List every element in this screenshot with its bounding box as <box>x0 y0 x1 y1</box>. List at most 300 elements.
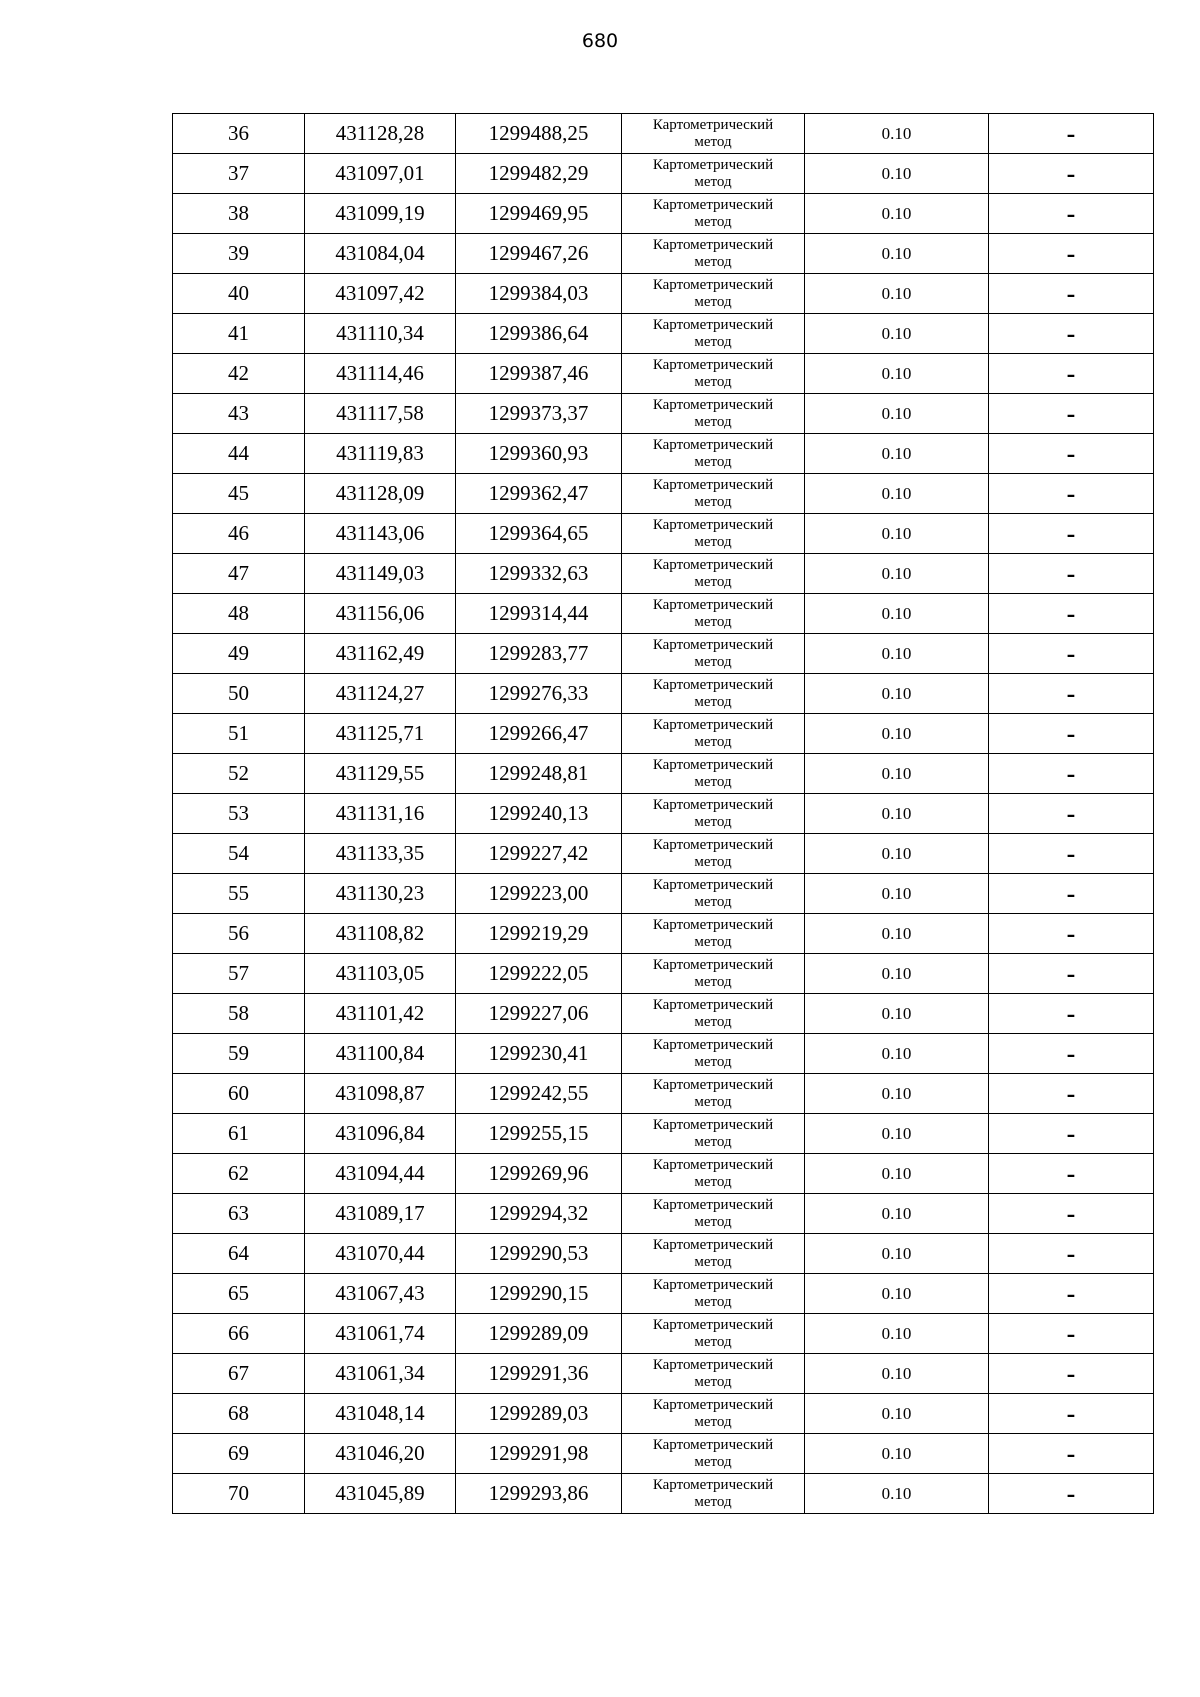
x-coordinate-cell: 431162,49 <box>305 634 456 674</box>
method-line-2: метод <box>694 653 732 670</box>
method-cell <box>622 154 805 194</box>
accuracy-cell: 0.10 <box>805 594 989 634</box>
table-row <box>173 1274 1154 1314</box>
method-line-2: метод <box>694 973 732 990</box>
table-row <box>173 1234 1154 1274</box>
description-cell: - <box>989 474 1154 514</box>
method-line-1: Картометрический <box>652 436 774 453</box>
method-line-1: Картометрический <box>652 1356 774 1373</box>
accuracy-cell: 0.10 <box>805 954 989 994</box>
accuracy-cell: 0.10 <box>805 1474 989 1514</box>
y-coordinate-cell: 1299283,77 <box>456 634 622 674</box>
method-cell <box>622 594 805 634</box>
x-coordinate-cell: 431119,83 <box>305 434 456 474</box>
point-number-cell: 62 <box>173 1154 305 1194</box>
method-line-1: Картометрический <box>652 116 774 133</box>
accuracy-cell: 0.10 <box>805 754 989 794</box>
description-cell: - <box>989 1394 1154 1434</box>
method-line-2: метод <box>694 413 732 430</box>
method-line-2: метод <box>694 373 732 390</box>
accuracy-cell: 0.10 <box>805 994 989 1034</box>
description-cell: - <box>989 1314 1154 1354</box>
accuracy-cell: 0.10 <box>805 314 989 354</box>
method-line-2: метод <box>694 613 732 630</box>
table-row <box>173 114 1154 154</box>
x-coordinate-cell: 431084,04 <box>305 234 456 274</box>
accuracy-cell: 0.10 <box>805 874 989 914</box>
x-coordinate-cell: 431124,27 <box>305 674 456 714</box>
y-coordinate-cell: 1299387,46 <box>456 354 622 394</box>
method-line-2: метод <box>694 1093 732 1110</box>
point-number-cell: 38 <box>173 194 305 234</box>
point-number-cell: 64 <box>173 1234 305 1274</box>
table-row <box>173 194 1154 234</box>
accuracy-cell: 0.10 <box>805 194 989 234</box>
y-coordinate-cell: 1299289,09 <box>456 1314 622 1354</box>
x-coordinate-cell: 431099,19 <box>305 194 456 234</box>
method-line-1: Картометрический <box>652 716 774 733</box>
y-coordinate-cell: 1299255,15 <box>456 1114 622 1154</box>
accuracy-cell: 0.10 <box>805 634 989 674</box>
point-number-cell: 63 <box>173 1194 305 1234</box>
method-cell <box>622 394 805 434</box>
method-cell <box>622 1434 805 1474</box>
accuracy-cell: 0.10 <box>805 394 989 434</box>
accuracy-cell: 0.10 <box>805 1434 989 1474</box>
point-number-cell: 60 <box>173 1074 305 1114</box>
y-coordinate-cell: 1299291,98 <box>456 1434 622 1474</box>
description-cell: - <box>989 994 1154 1034</box>
table-row <box>173 314 1154 354</box>
x-coordinate-cell: 431110,34 <box>305 314 456 354</box>
coordinates-table <box>172 113 1154 1514</box>
table-row <box>173 1074 1154 1114</box>
description-cell: - <box>989 1234 1154 1274</box>
method-cell <box>622 714 805 754</box>
description-cell: - <box>989 434 1154 474</box>
point-number-cell: 36 <box>173 114 305 154</box>
method-cell <box>622 1394 805 1434</box>
description-cell: - <box>989 874 1154 914</box>
x-coordinate-cell: 431061,34 <box>305 1354 456 1394</box>
method-line-1: Картометрический <box>652 596 774 613</box>
accuracy-cell: 0.10 <box>805 114 989 154</box>
x-coordinate-cell: 431048,14 <box>305 1394 456 1434</box>
x-coordinate-cell: 431103,05 <box>305 954 456 994</box>
table-row <box>173 714 1154 754</box>
point-number-cell: 50 <box>173 674 305 714</box>
description-cell: - <box>989 674 1154 714</box>
method-line-2: метод <box>694 1133 732 1150</box>
method-line-2: метод <box>694 933 732 950</box>
x-coordinate-cell: 431156,06 <box>305 594 456 634</box>
method-line-2: метод <box>694 893 732 910</box>
y-coordinate-cell: 1299290,15 <box>456 1274 622 1314</box>
point-number-cell: 43 <box>173 394 305 434</box>
accuracy-cell: 0.10 <box>805 1394 989 1434</box>
method-line-2: метод <box>694 693 732 710</box>
x-coordinate-cell: 431097,01 <box>305 154 456 194</box>
method-line-2: метод <box>694 1053 732 1070</box>
accuracy-cell: 0.10 <box>805 1074 989 1114</box>
x-coordinate-cell: 431089,17 <box>305 1194 456 1234</box>
method-line-2: метод <box>694 1293 732 1310</box>
method-line-2: метод <box>694 533 732 550</box>
x-coordinate-cell: 431098,87 <box>305 1074 456 1114</box>
y-coordinate-cell: 1299360,93 <box>456 434 622 474</box>
y-coordinate-cell: 1299467,26 <box>456 234 622 274</box>
point-number-cell: 49 <box>173 634 305 674</box>
accuracy-cell: 0.10 <box>805 274 989 314</box>
description-cell: - <box>989 1194 1154 1234</box>
accuracy-cell: 0.10 <box>805 434 989 474</box>
method-cell <box>622 354 805 394</box>
method-cell <box>622 834 805 874</box>
x-coordinate-cell: 431129,55 <box>305 754 456 794</box>
x-coordinate-cell: 431149,03 <box>305 554 456 594</box>
table-row <box>173 914 1154 954</box>
y-coordinate-cell: 1299373,37 <box>456 394 622 434</box>
point-number-cell: 70 <box>173 1474 305 1514</box>
description-cell: - <box>989 714 1154 754</box>
method-line-2: метод <box>694 1013 732 1030</box>
accuracy-cell: 0.10 <box>805 1154 989 1194</box>
y-coordinate-cell: 1299332,63 <box>456 554 622 594</box>
method-line-2: метод <box>694 813 732 830</box>
method-line-1: Картометрический <box>652 476 774 493</box>
y-coordinate-cell: 1299269,96 <box>456 1154 622 1194</box>
accuracy-cell: 0.10 <box>805 1114 989 1154</box>
method-line-1: Картометрический <box>652 236 774 253</box>
method-cell <box>622 1074 805 1114</box>
table-row <box>173 874 1154 914</box>
description-cell: - <box>989 834 1154 874</box>
method-cell <box>622 994 805 1034</box>
method-line-2: метод <box>694 133 732 150</box>
description-cell: - <box>989 1434 1154 1474</box>
description-cell: - <box>989 1474 1154 1514</box>
y-coordinate-cell: 1299384,03 <box>456 274 622 314</box>
point-number-cell: 42 <box>173 354 305 394</box>
y-coordinate-cell: 1299294,32 <box>456 1194 622 1234</box>
method-cell <box>622 634 805 674</box>
point-number-cell: 37 <box>173 154 305 194</box>
method-line-2: метод <box>694 1453 732 1470</box>
point-number-cell: 52 <box>173 754 305 794</box>
description-cell: - <box>989 514 1154 554</box>
method-line-2: метод <box>694 573 732 590</box>
point-number-cell: 58 <box>173 994 305 1034</box>
method-cell <box>622 1474 805 1514</box>
point-number-cell: 40 <box>173 274 305 314</box>
accuracy-cell: 0.10 <box>805 714 989 754</box>
y-coordinate-cell: 1299227,06 <box>456 994 622 1034</box>
y-coordinate-cell: 1299290,53 <box>456 1234 622 1274</box>
point-number-cell: 69 <box>173 1434 305 1474</box>
method-cell <box>622 114 805 154</box>
point-number-cell: 45 <box>173 474 305 514</box>
accuracy-cell: 0.10 <box>805 674 989 714</box>
y-coordinate-cell: 1299266,47 <box>456 714 622 754</box>
method-cell <box>622 434 805 474</box>
description-cell: - <box>989 274 1154 314</box>
method-cell <box>622 1194 805 1234</box>
method-line-1: Картометрический <box>652 876 774 893</box>
accuracy-cell: 0.10 <box>805 914 989 954</box>
accuracy-cell: 0.10 <box>805 354 989 394</box>
method-line-2: метод <box>694 1493 732 1510</box>
method-line-1: Картометрический <box>652 1036 774 1053</box>
table-row <box>173 954 1154 994</box>
description-cell: - <box>989 1274 1154 1314</box>
point-number-cell: 48 <box>173 594 305 634</box>
y-coordinate-cell: 1299291,36 <box>456 1354 622 1394</box>
table-row <box>173 1434 1154 1474</box>
method-cell <box>622 1314 805 1354</box>
point-number-cell: 61 <box>173 1114 305 1154</box>
x-coordinate-cell: 431067,43 <box>305 1274 456 1314</box>
method-line-1: Картометрический <box>652 356 774 373</box>
table-row <box>173 1394 1154 1434</box>
table-row <box>173 394 1154 434</box>
method-line-2: метод <box>694 333 732 350</box>
y-coordinate-cell: 1299482,29 <box>456 154 622 194</box>
description-cell: - <box>989 1114 1154 1154</box>
description-cell: - <box>989 554 1154 594</box>
table-row <box>173 1154 1154 1194</box>
method-line-1: Картометрический <box>652 996 774 1013</box>
x-coordinate-cell: 431114,46 <box>305 354 456 394</box>
method-line-1: Картометрический <box>652 1436 774 1453</box>
method-line-1: Картометрический <box>652 636 774 653</box>
table-row <box>173 234 1154 274</box>
method-cell <box>622 1154 805 1194</box>
y-coordinate-cell: 1299469,95 <box>456 194 622 234</box>
x-coordinate-cell: 431046,20 <box>305 1434 456 1474</box>
y-coordinate-cell: 1299276,33 <box>456 674 622 714</box>
description-cell: - <box>989 1034 1154 1074</box>
coordinates-table-body <box>173 114 1154 1514</box>
accuracy-cell: 0.10 <box>805 1034 989 1074</box>
method-line-2: метод <box>694 1413 732 1430</box>
method-line-1: Картометрический <box>652 396 774 413</box>
method-line-1: Картометрический <box>652 836 774 853</box>
method-line-1: Картометрический <box>652 756 774 773</box>
method-line-2: метод <box>694 173 732 190</box>
table-row <box>173 1314 1154 1354</box>
x-coordinate-cell: 431100,84 <box>305 1034 456 1074</box>
x-coordinate-cell: 431045,89 <box>305 1474 456 1514</box>
table-row <box>173 754 1154 794</box>
point-number-cell: 65 <box>173 1274 305 1314</box>
method-line-1: Картометрический <box>652 1316 774 1333</box>
method-line-1: Картометрический <box>652 1076 774 1093</box>
table-row <box>173 634 1154 674</box>
method-line-1: Картометрический <box>652 276 774 293</box>
point-number-cell: 47 <box>173 554 305 594</box>
table-row <box>173 354 1154 394</box>
description-cell: - <box>989 1074 1154 1114</box>
method-line-1: Картометрический <box>652 1196 774 1213</box>
description-cell: - <box>989 154 1154 194</box>
description-cell: - <box>989 1154 1154 1194</box>
method-cell <box>622 674 805 714</box>
method-cell <box>622 954 805 994</box>
method-line-1: Картометрический <box>652 196 774 213</box>
accuracy-cell: 0.10 <box>805 474 989 514</box>
table-row <box>173 514 1154 554</box>
description-cell: - <box>989 194 1154 234</box>
method-line-1: Картометрический <box>652 316 774 333</box>
method-cell <box>622 794 805 834</box>
table-row <box>173 1034 1154 1074</box>
point-number-cell: 46 <box>173 514 305 554</box>
method-cell <box>622 234 805 274</box>
method-cell <box>622 314 805 354</box>
accuracy-cell: 0.10 <box>805 794 989 834</box>
method-line-1: Картометрический <box>652 1476 774 1493</box>
accuracy-cell: 0.10 <box>805 1234 989 1274</box>
x-coordinate-cell: 431070,44 <box>305 1234 456 1274</box>
point-number-cell: 55 <box>173 874 305 914</box>
accuracy-cell: 0.10 <box>805 834 989 874</box>
point-number-cell: 53 <box>173 794 305 834</box>
x-coordinate-cell: 431101,42 <box>305 994 456 1034</box>
table-row <box>173 1194 1154 1234</box>
method-cell <box>622 1034 805 1074</box>
x-coordinate-cell: 431128,28 <box>305 114 456 154</box>
method-line-2: метод <box>694 733 732 750</box>
accuracy-cell: 0.10 <box>805 1274 989 1314</box>
description-cell: - <box>989 594 1154 634</box>
table-row <box>173 834 1154 874</box>
y-coordinate-cell: 1299242,55 <box>456 1074 622 1114</box>
method-line-1: Картометрический <box>652 1116 774 1133</box>
point-number-cell: 66 <box>173 1314 305 1354</box>
method-cell <box>622 1274 805 1314</box>
method-cell <box>622 474 805 514</box>
table-row <box>173 994 1154 1034</box>
method-line-1: Картометрический <box>652 556 774 573</box>
method-line-2: метод <box>694 1373 732 1390</box>
method-line-2: метод <box>694 293 732 310</box>
x-coordinate-cell: 431143,06 <box>305 514 456 554</box>
method-cell <box>622 274 805 314</box>
method-line-2: метод <box>694 773 732 790</box>
table-row <box>173 554 1154 594</box>
method-cell <box>622 1114 805 1154</box>
table-row <box>173 794 1154 834</box>
y-coordinate-cell: 1299240,13 <box>456 794 622 834</box>
description-cell: - <box>989 314 1154 354</box>
y-coordinate-cell: 1299230,41 <box>456 1034 622 1074</box>
y-coordinate-cell: 1299289,03 <box>456 1394 622 1434</box>
y-coordinate-cell: 1299362,47 <box>456 474 622 514</box>
method-cell <box>622 754 805 794</box>
point-number-cell: 51 <box>173 714 305 754</box>
method-line-1: Картометрический <box>652 1276 774 1293</box>
accuracy-cell: 0.10 <box>805 1314 989 1354</box>
accuracy-cell: 0.10 <box>805 154 989 194</box>
x-coordinate-cell: 431125,71 <box>305 714 456 754</box>
method-line-2: метод <box>694 453 732 470</box>
method-cell <box>622 914 805 954</box>
table-row <box>173 1474 1154 1514</box>
method-line-2: метод <box>694 853 732 870</box>
method-cell <box>622 514 805 554</box>
method-line-2: метод <box>694 1333 732 1350</box>
x-coordinate-cell: 431130,23 <box>305 874 456 914</box>
method-cell <box>622 1354 805 1394</box>
description-cell: - <box>989 394 1154 434</box>
description-cell: - <box>989 634 1154 674</box>
table-row <box>173 154 1154 194</box>
description-cell: - <box>989 234 1154 274</box>
y-coordinate-cell: 1299364,65 <box>456 514 622 554</box>
method-line-2: метод <box>694 253 732 270</box>
method-line-2: метод <box>694 1253 732 1270</box>
method-cell <box>622 194 805 234</box>
page-number: 680 <box>581 30 619 52</box>
y-coordinate-cell: 1299314,44 <box>456 594 622 634</box>
table-row <box>173 674 1154 714</box>
y-coordinate-cell: 1299488,25 <box>456 114 622 154</box>
y-coordinate-cell: 1299293,86 <box>456 1474 622 1514</box>
x-coordinate-cell: 431128,09 <box>305 474 456 514</box>
method-cell <box>622 874 805 914</box>
point-number-cell: 54 <box>173 834 305 874</box>
table-row <box>173 474 1154 514</box>
method-line-1: Картометрический <box>652 676 774 693</box>
x-coordinate-cell: 431094,44 <box>305 1154 456 1194</box>
table-row <box>173 274 1154 314</box>
point-number-cell: 57 <box>173 954 305 994</box>
method-cell <box>622 554 805 594</box>
point-number-cell: 41 <box>173 314 305 354</box>
table-row <box>173 434 1154 474</box>
y-coordinate-cell: 1299227,42 <box>456 834 622 874</box>
method-line-2: метод <box>694 493 732 510</box>
point-number-cell: 56 <box>173 914 305 954</box>
accuracy-cell: 0.10 <box>805 234 989 274</box>
description-cell: - <box>989 794 1154 834</box>
y-coordinate-cell: 1299386,64 <box>456 314 622 354</box>
method-cell <box>622 1234 805 1274</box>
description-cell: - <box>989 954 1154 994</box>
method-line-1: Картометрический <box>652 916 774 933</box>
method-line-2: метод <box>694 1173 732 1190</box>
x-coordinate-cell: 431096,84 <box>305 1114 456 1154</box>
description-cell: - <box>989 354 1154 394</box>
x-coordinate-cell: 431108,82 <box>305 914 456 954</box>
accuracy-cell: 0.10 <box>805 1194 989 1234</box>
x-coordinate-cell: 431133,35 <box>305 834 456 874</box>
accuracy-cell: 0.10 <box>805 514 989 554</box>
description-cell: - <box>989 914 1154 954</box>
y-coordinate-cell: 1299222,05 <box>456 954 622 994</box>
method-line-1: Картометрический <box>652 1156 774 1173</box>
x-coordinate-cell: 431061,74 <box>305 1314 456 1354</box>
point-number-cell: 44 <box>173 434 305 474</box>
x-coordinate-cell: 431131,16 <box>305 794 456 834</box>
description-cell: - <box>989 1354 1154 1394</box>
point-number-cell: 39 <box>173 234 305 274</box>
point-number-cell: 59 <box>173 1034 305 1074</box>
table-row <box>173 1354 1154 1394</box>
y-coordinate-cell: 1299223,00 <box>456 874 622 914</box>
x-coordinate-cell: 431097,42 <box>305 274 456 314</box>
y-coordinate-cell: 1299248,81 <box>456 754 622 794</box>
